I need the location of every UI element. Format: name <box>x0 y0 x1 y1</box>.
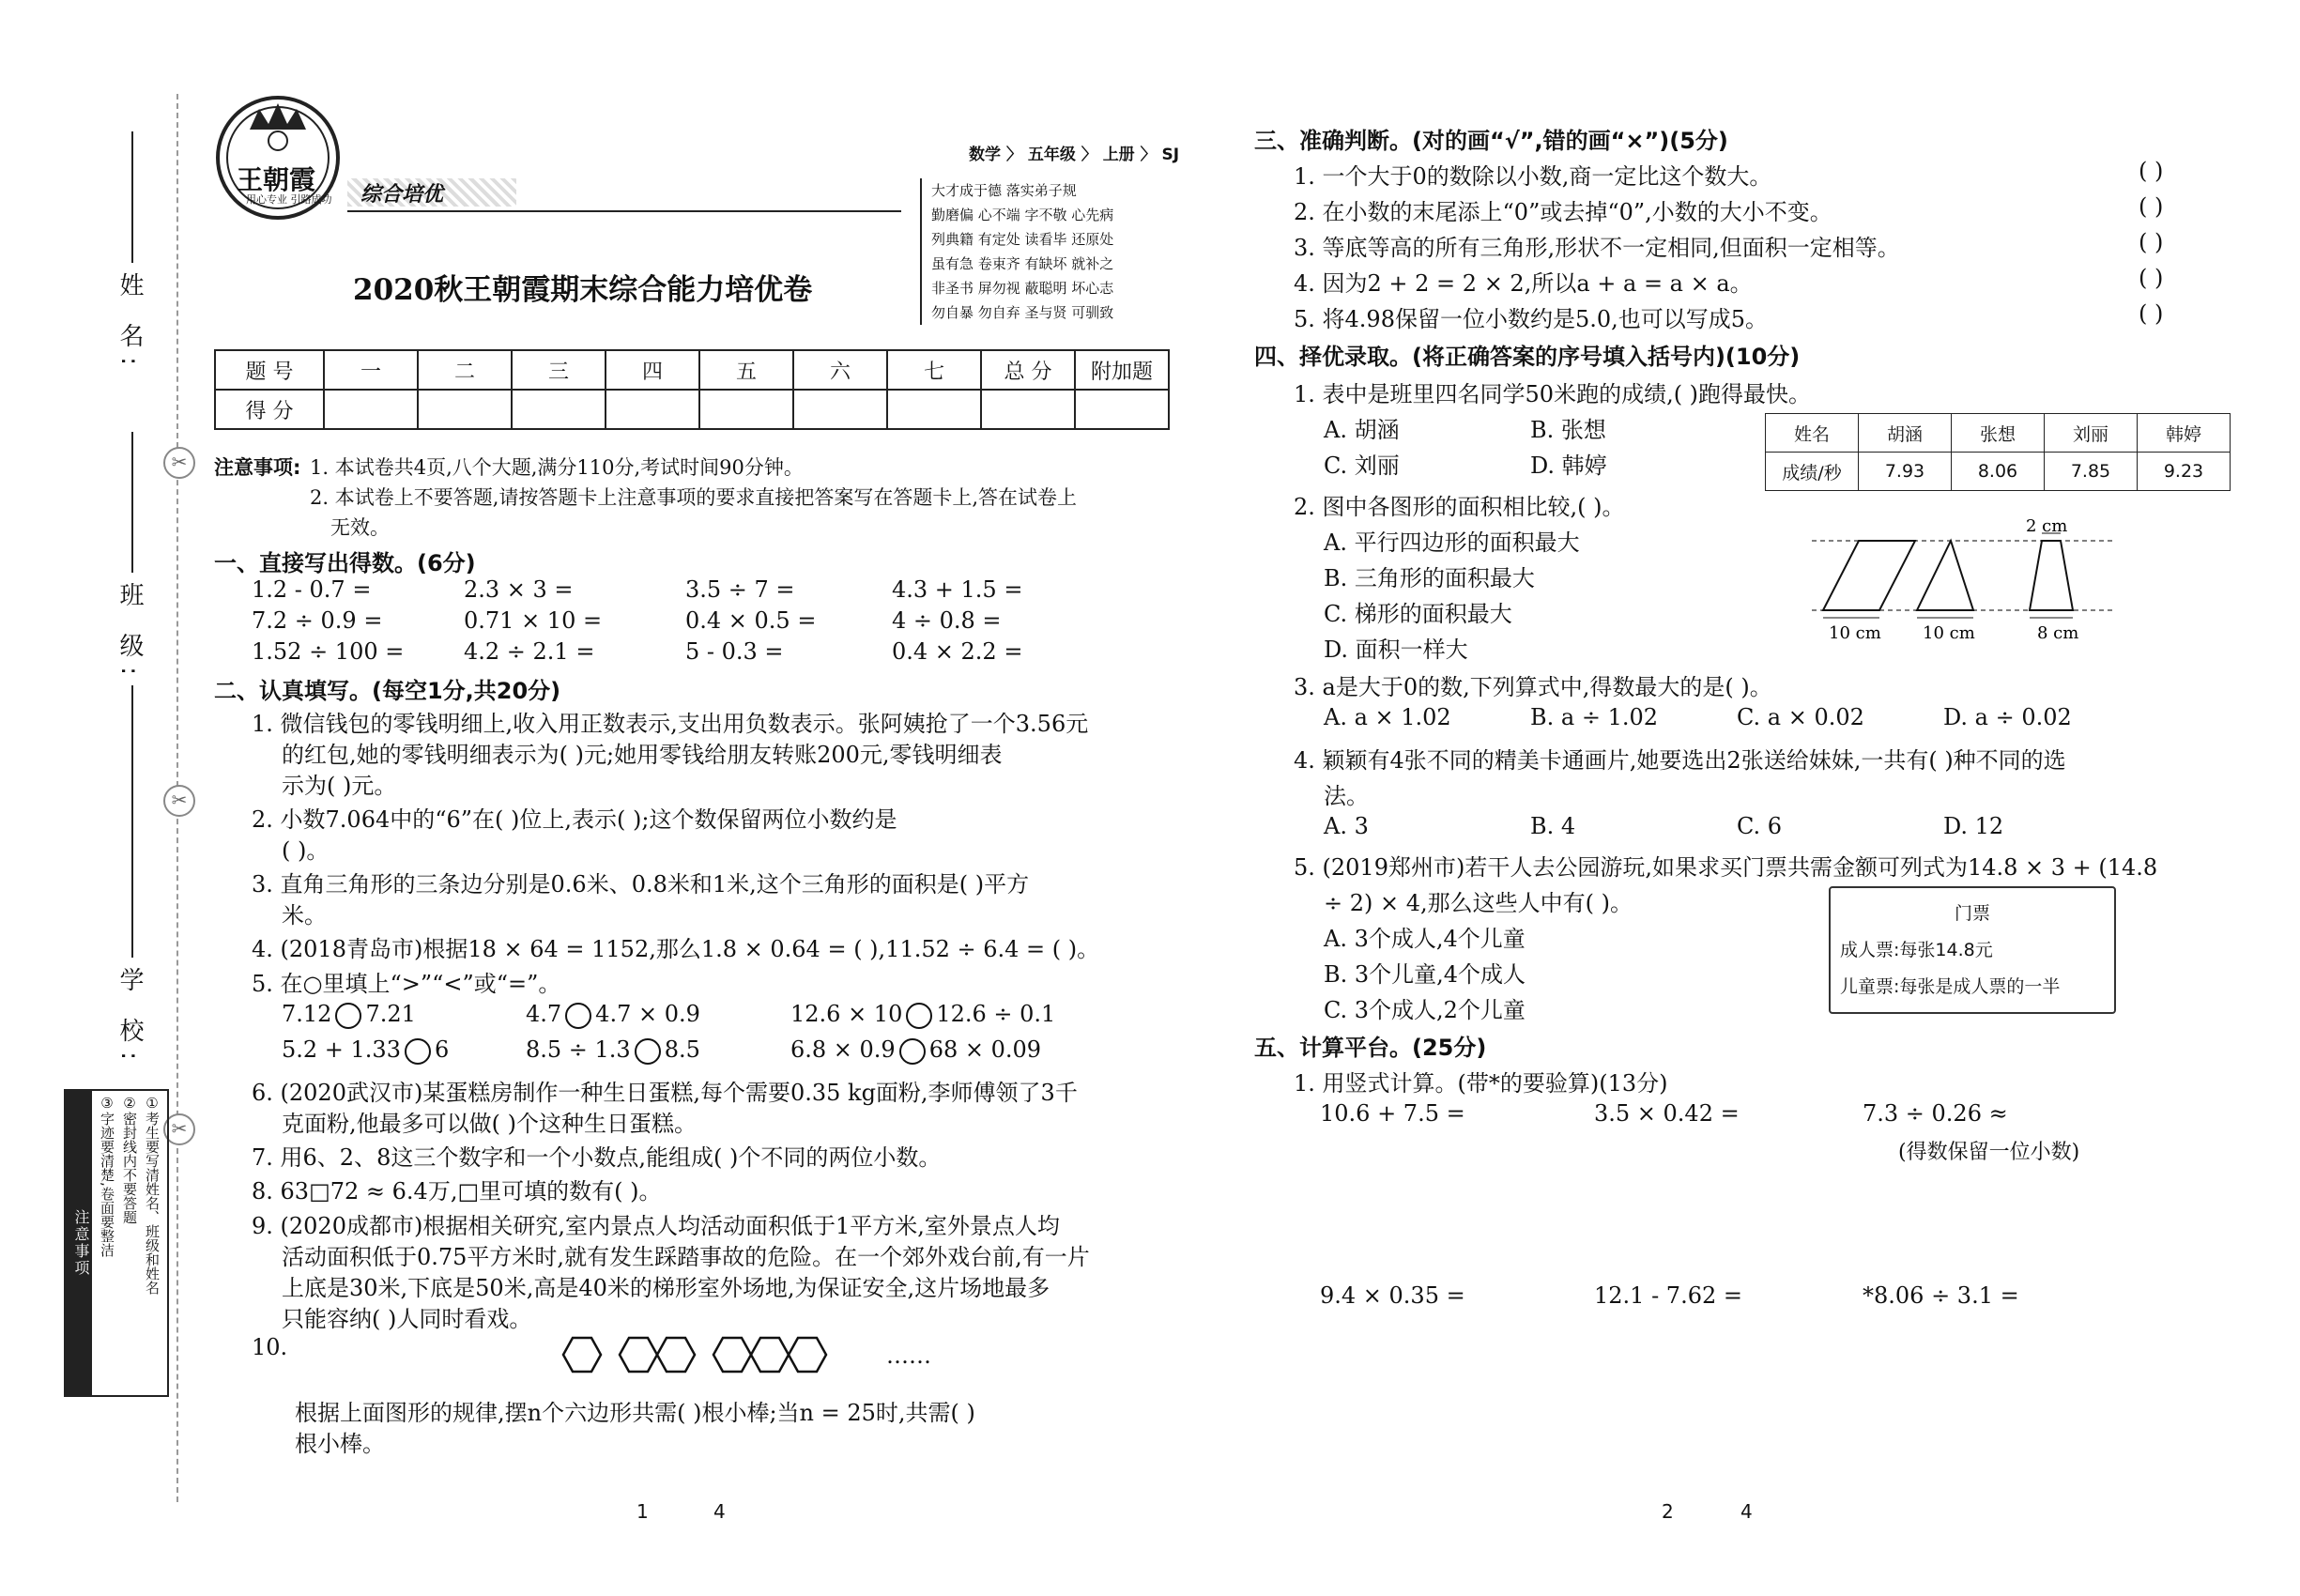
score-cell: 七 <box>887 350 981 390</box>
answer-paren[interactable]: ( ) <box>2139 229 2164 255</box>
compare-circle[interactable] <box>335 1003 361 1029</box>
option[interactable]: D. a ÷ 0.02 <box>1943 704 2072 730</box>
question-text: 示为( )元。 <box>282 773 397 799</box>
vertical-calc: 12.1 - 7.62 = <box>1594 1282 1742 1309</box>
score-input[interactable] <box>418 390 512 429</box>
judge-item: 5. 将4.98保留一位小数约是5.0,也可以写成5。 <box>1294 306 1769 332</box>
score-cell: 得 分 <box>215 390 324 429</box>
compare-circle[interactable] <box>565 1003 591 1029</box>
option[interactable]: A. 平行四边形的面积最大 <box>1324 529 1580 556</box>
score-cell: 题 号 <box>215 350 324 390</box>
section-title: 五、计算平台。(25分) <box>1254 1035 1487 1061</box>
trapezoid-shape <box>2030 541 2073 610</box>
school-label: 学 校: <box>115 967 144 1070</box>
question-text: ( )。 <box>282 837 330 864</box>
sidebar-notes <box>64 1089 169 1397</box>
calc-item: 4 ÷ 0.8 = <box>892 607 1002 634</box>
run-cell: 姓名 <box>1766 414 1859 453</box>
question-text: 法。 <box>1324 783 1369 809</box>
option[interactable]: B. 4 <box>1530 813 1576 839</box>
option[interactable]: C. 梯形的面积最大 <box>1324 601 1512 627</box>
calc-item: 0.4 × 0.5 = <box>685 607 817 634</box>
page-total: 4 <box>1740 1500 1753 1523</box>
question-text: 根小棒。 <box>295 1431 385 1457</box>
class-line[interactable] <box>131 432 133 573</box>
motto-line: 勿自暴 勿自弃 圣与贤 可驯致 <box>931 304 1114 321</box>
name-line[interactable] <box>131 131 133 263</box>
ticket-box <box>1829 886 2116 1014</box>
motto <box>920 178 1113 325</box>
question-text: 7. 用6、2、8这三个数字和一个小数点,能组成( )个不同的两位小数。 <box>252 1144 942 1171</box>
series-badge: 综合培优 <box>360 183 444 207</box>
calc-item: 1.2 - 0.7 = <box>252 576 372 603</box>
option[interactable]: C. 3个成人,2个儿童 <box>1324 997 1526 1023</box>
compare-item <box>282 1001 416 1029</box>
run-cell: 胡涵 <box>1859 414 1952 453</box>
compare-item <box>526 1001 700 1029</box>
meta-subject: 数学 <box>969 146 1001 164</box>
motto-line: 虽有急 卷束齐 有缺坏 就补之 <box>931 255 1114 272</box>
motto-line: 勤磨偏 心不端 字不敬 心先病 <box>931 207 1114 223</box>
compare-left: 8.5 ÷ 1.3 <box>526 1036 631 1063</box>
page-number: 2 <box>1662 1500 1674 1523</box>
compare-left: 7.12 <box>282 1001 332 1027</box>
compare-left: 5.2 + 1.33 <box>282 1036 401 1063</box>
question-text: 米。 <box>282 902 327 928</box>
calc-item: 4.2 ÷ 2.1 = <box>464 638 595 665</box>
name-label: 姓 名: <box>115 272 144 376</box>
notice-line: 2. 本试卷上不要答题,请按答题卡上注意事项的要求直接把答案写在答题卡上,答在试卷上 <box>310 486 1078 509</box>
vertical-calc: 7.3 ÷ 0.26 ≈ <box>1863 1100 2008 1127</box>
section-title: 三、准确判断。(对的画“√”,错的画“×”)(5分) <box>1254 128 1728 154</box>
notice-label: 注意事项: <box>214 456 301 479</box>
score-cell: 六 <box>793 350 887 390</box>
area-figure <box>1812 514 2112 646</box>
option[interactable]: A. 3个成人,4个儿童 <box>1324 926 1526 952</box>
meta-grade: 五年级 <box>1027 146 1076 164</box>
run-cell: 9.23 <box>2138 453 2231 491</box>
question-text: 1. 用竖式计算。(带*的要验算)(13分) <box>1294 1070 1668 1097</box>
page-total: 4 <box>713 1500 726 1523</box>
logo-text: 王朝霞 <box>237 164 316 195</box>
calc-item: 3.5 ÷ 7 = <box>685 576 795 603</box>
motto-line: 非圣书 屏勿视 蔽聪明 坏心志 <box>931 280 1114 297</box>
score-input[interactable] <box>324 390 418 429</box>
score-cell: 二 <box>418 350 512 390</box>
score-input[interactable] <box>699 390 793 429</box>
option[interactable]: A. 3 <box>1324 813 1369 839</box>
question-text: 的红包,她的零钱明细表示为( )元;她用零钱给朋友转账200元,零钱明细表 <box>282 742 1003 768</box>
score-cell: 总 分 <box>981 350 1075 390</box>
notice-line: 无效。 <box>330 516 390 539</box>
question-text: 只能容纳( )人同时看戏。 <box>282 1306 532 1332</box>
judge-item: 2. 在小数的末尾添上“0”或去掉“0”,小数的大小不变。 <box>1294 199 1832 225</box>
question-text: 9. (2020成都市)根据相关研究,室内景点人均活动面积低于1平方米,室外景点人均 <box>252 1213 1060 1239</box>
compare-right: 7.21 <box>365 1001 416 1027</box>
question-text: 10. <box>252 1334 288 1360</box>
option[interactable]: B. 三角形的面积最大 <box>1324 565 1535 591</box>
compare-circle[interactable] <box>635 1038 661 1065</box>
calc-item: 7.2 ÷ 0.9 = <box>252 607 383 634</box>
hexagon-pattern <box>554 1326 873 1384</box>
note-item: ①考生要写清姓名、班级和姓名 <box>144 1095 161 1295</box>
compare-right: 8.5 <box>664 1036 700 1063</box>
question-text: 6. (2020武汉市)某蛋糕房制作一种生日蛋糕,每个需要0.35 kg面粉,李师傅领了3千 <box>252 1080 1078 1106</box>
ellipsis: …… <box>886 1343 931 1369</box>
compare-left: 4.7 <box>526 1001 562 1027</box>
calc-item: 0.4 × 2.2 = <box>892 638 1023 665</box>
score-input[interactable] <box>512 390 606 429</box>
calc-item: 1.52 ÷ 100 = <box>252 638 405 665</box>
meta-edition: SJ <box>1161 146 1180 164</box>
compare-right: 6 <box>434 1036 450 1063</box>
answer-paren[interactable]: ( ) <box>2139 193 2164 220</box>
run-header-row <box>1766 414 2231 453</box>
compare-left: 12.6 × 10 <box>790 1001 903 1027</box>
run-cell: 7.85 <box>2045 453 2138 491</box>
score-table <box>214 349 1170 430</box>
parallelogram-shape <box>1823 541 1915 610</box>
question-text: 5. 在○里填上“>”“<”或“=”。 <box>252 971 561 997</box>
question-text: 3. a是大于0的数,下列算式中,得数最大的是( )。 <box>1294 674 1772 700</box>
compare-circle[interactable] <box>405 1038 431 1065</box>
option[interactable]: C. a × 0.02 <box>1737 704 1864 730</box>
question-text: 1. 表中是班里四名同学50米跑的成绩,( )跑得最快。 <box>1294 381 1812 407</box>
compare-right: 12.6 ÷ 0.1 <box>936 1001 1056 1027</box>
question-text: 2. 小数7.064中的“6”在( )位上,表示( );这个数保留两位小数约是 <box>252 806 897 833</box>
option[interactable]: B. 3个儿童,4个成人 <box>1324 961 1526 988</box>
option[interactable]: D. 韩婷 <box>1530 453 1607 479</box>
calc-item: 2.3 × 3 = <box>464 576 574 603</box>
compare-item <box>790 1036 1041 1065</box>
ticket-line: 儿童票:每张是成人票的一半 <box>1840 976 2061 997</box>
triangle-shape <box>1917 541 1973 610</box>
answer-paren[interactable]: ( ) <box>2139 265 2164 291</box>
meta-line: 数学 〉 五年级 〉 上册 〉 SJ <box>969 146 1180 164</box>
compare-item <box>790 1001 1055 1029</box>
dim-label: 10 cm <box>1923 623 1975 643</box>
scissor-icon: ✂ <box>163 1113 195 1145</box>
compare-circle[interactable] <box>906 1003 932 1029</box>
notes-body <box>92 1091 167 1395</box>
section-title: 四、择优录取。(将正确答案的序号填入括号内)(10分) <box>1254 344 1801 370</box>
dim-label: 8 cm <box>2037 623 2079 643</box>
run-cell: 8.06 <box>1952 453 2045 491</box>
option[interactable]: C. 6 <box>1737 813 1783 839</box>
option[interactable]: D. 面积一样大 <box>1324 637 1468 663</box>
score-header-row <box>215 350 1169 390</box>
ticket-title: 门票 <box>1954 903 1990 924</box>
calc-item: 4.3 + 1.5 = <box>892 576 1023 603</box>
compare-left: 6.8 × 0.9 <box>790 1036 896 1063</box>
run-cell: 张想 <box>1952 414 2045 453</box>
option[interactable]: A. a × 1.02 <box>1324 704 1451 730</box>
score-cell: 四 <box>606 350 699 390</box>
logo-sub: 用心专业 引路成功 <box>246 193 332 206</box>
compare-item <box>526 1036 700 1065</box>
question-text: 上底是30米,下底是50米,高是40米的梯形室外场地,为保证安全,这片场地最多 <box>282 1275 1050 1301</box>
run-cell: 刘丽 <box>2045 414 2138 453</box>
page-number: 1 <box>636 1500 649 1523</box>
section-title: 二、认真填写。(每空1分,共20分) <box>214 678 561 704</box>
page-title: 2020秋王朝霞期末综合能力培优卷 <box>353 273 813 307</box>
section-title: 一、直接写出得数。(6分) <box>214 550 476 576</box>
score-value-row <box>215 390 1169 429</box>
option[interactable]: B. a ÷ 1.02 <box>1530 704 1659 730</box>
answer-paren[interactable]: ( ) <box>2139 158 2164 184</box>
class-label: 班 级: <box>115 582 144 685</box>
score-input[interactable] <box>981 390 1075 429</box>
run-cell: 成绩/秒 <box>1766 453 1859 491</box>
score-cell: 附加题 <box>1075 350 1169 390</box>
option[interactable]: C. 刘丽 <box>1324 453 1400 479</box>
note-item: ②密封线内不要答题 <box>121 1095 138 1224</box>
option[interactable]: B. 张想 <box>1530 417 1606 443</box>
vertical-calc: *8.06 ÷ 3.1 = <box>1863 1282 2019 1309</box>
question-text: 8. 63□72 ≈ 6.4万,□里可填的数有( )。 <box>252 1178 662 1205</box>
question-text: 2. 图中各图形的面积相比较,( )。 <box>1294 494 1625 520</box>
judge-item: 4. 因为2 + 2 = 2 × 2,所以a + a = a × a。 <box>1294 270 1753 297</box>
header-rule <box>347 210 901 212</box>
vertical-calc: 3.5 × 0.42 = <box>1594 1100 1740 1127</box>
option[interactable]: D. 12 <box>1943 813 2004 839</box>
question-text: 1. 微信钱包的零钱明细上,收入用正数表示,支出用负数表示。张阿姨抢了一个3.56元 <box>252 711 1089 737</box>
dim-label: 2 cm <box>2026 516 2068 536</box>
answer-paren[interactable]: ( ) <box>2139 300 2164 327</box>
score-input[interactable] <box>1075 390 1169 429</box>
compare-right: 4.7 × 0.9 <box>595 1001 700 1027</box>
question-text: 5. (2019郑州市)若干人去公园游玩,如果求买门票共需金额可列式为14.8 × 3 + (14.8 <box>1294 854 2158 881</box>
scissor-icon: ✂ <box>163 785 195 817</box>
compare-right: 68 × 0.09 <box>928 1036 1042 1063</box>
note-item: ③字迹要清楚,卷面要整洁 <box>99 1095 115 1257</box>
round-note: (得数保留一位小数) <box>1898 1141 2080 1164</box>
run-cell: 7.93 <box>1859 453 1952 491</box>
motto-line: 列典籍 有定处 读看毕 还原处 <box>931 231 1114 248</box>
notice-line: 1. 本试卷共4页,八个大题,满分110分,考试时间90分钟。 <box>310 456 804 479</box>
school-line[interactable] <box>131 685 133 958</box>
score-cell: 一 <box>324 350 418 390</box>
calc-item: 5 - 0.3 = <box>685 638 784 665</box>
run-table <box>1765 413 2231 491</box>
motto-line: 大才成于德 落实弟子规 <box>931 182 1077 199</box>
meta-term: 上册 <box>1102 146 1135 164</box>
question-text: ÷ 2) × 4,那么这些人中有( )。 <box>1324 890 1633 916</box>
run-value-row <box>1766 453 2231 491</box>
ticket-line: 成人票:每张14.8元 <box>1840 940 1993 960</box>
notes-head: 注意事项 <box>66 1091 92 1395</box>
question-text: 活动面积低于0.75平方米时,就有发生踩踏事故的危险。在一个郊外戏台前,有一片 <box>282 1244 1090 1270</box>
compare-item <box>282 1036 449 1065</box>
compare-circle[interactable] <box>899 1038 926 1065</box>
question-text: 3. 直角三角形的三条边分别是0.6米、0.8米和1米,这个三角形的面积是( )平方 <box>252 871 1030 898</box>
calc-item: 0.71 × 10 = <box>464 607 603 634</box>
score-input[interactable] <box>793 390 887 429</box>
judge-item: 1. 一个大于0的数除以小数,商一定比这个数大。 <box>1294 163 1772 190</box>
score-cell: 五 <box>699 350 793 390</box>
dim-label: 10 cm <box>1829 623 1881 643</box>
score-input[interactable] <box>606 390 699 429</box>
question-text: 4. (2018青岛市)根据18 × 64 = 1152,那么1.8 × 0.64 = ( ),11.52 ÷ 6.4 = ( )。 <box>252 936 1100 962</box>
option[interactable]: A. 胡涵 <box>1324 417 1400 443</box>
vertical-calc: 10.6 + 7.5 = <box>1320 1100 1465 1127</box>
judge-item: 3. 等底等高的所有三角形,形状不一定相同,但面积一定相等。 <box>1294 235 1900 261</box>
score-input[interactable] <box>887 390 981 429</box>
score-cell: 三 <box>512 350 606 390</box>
vertical-calc: 9.4 × 0.35 = <box>1320 1282 1465 1309</box>
run-cell: 韩婷 <box>2138 414 2231 453</box>
question-text: 克面粉,他最多可以做( )个这种生日蛋糕。 <box>282 1111 697 1137</box>
scissor-icon: ✂ <box>163 447 195 479</box>
question-text: 4. 颖颖有4张不同的精美卡通画片,她要选出2张送给妹妹,一共有( )种不同的选 <box>1294 747 2066 774</box>
question-text: 根据上面图形的规律,摆n个六边形共需( )根小棒;当n = 25时,共需( ) <box>295 1400 975 1426</box>
